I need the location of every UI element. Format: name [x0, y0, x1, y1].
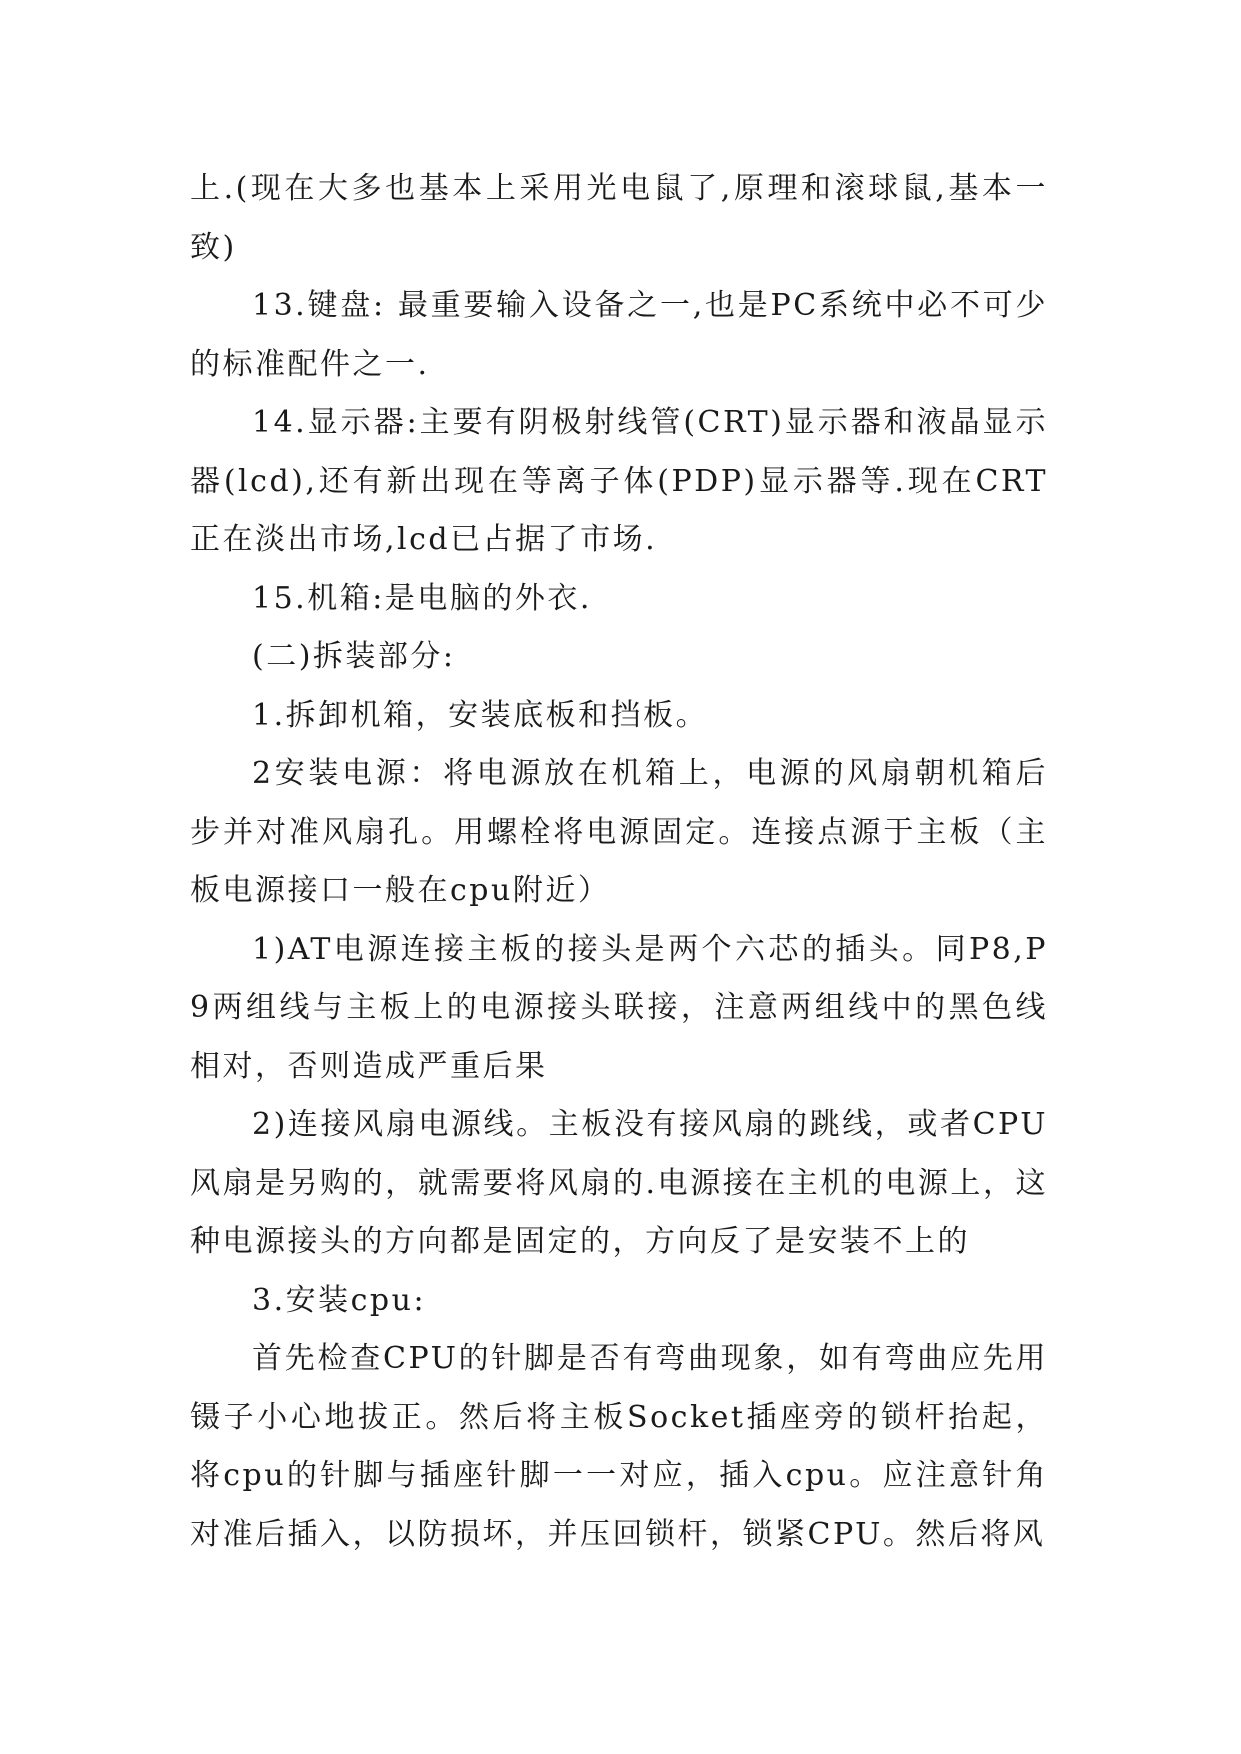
paragraph-monitor: 14.显示器:主要有阴极射线管(CRT)显示器和液晶显示器(lcd),还有新出现在等离子体(PDP)显示器等.现在CRT正在淡出市场,lcd已占据了市场.: [190, 405, 1048, 557]
section-heading-disassembly: (二)拆装部分:: [252, 639, 456, 674]
paragraph-step-1: 1.拆卸机箱，安装底板和挡板。: [252, 697, 709, 733]
paragraph-step-3-cpu: 3.安装cpu:: [252, 1282, 427, 1318]
paragraph-step-2-power: 2安装电源：将电源放在机箱上，电源的风扇朝机箱后步并对准风扇孔。用螺栓将电源固定。连接点源于主板（主板电源接口一般在cpu附近）: [190, 756, 1048, 908]
paragraph-cpu-install: 首先检查CPU的针脚是否有弯曲现象，如有弯曲应先用镊子小心地拔正。然后将主板Socket插座旁的锁杆抬起，将cpu的针脚与插座针脚一一对应，插入cpu。应注意针角对准后插入，以防损坏，并压回锁杆，锁紧CPU。然后将风: [190, 1341, 1048, 1552]
paragraph-keyboard: 13.键盘: 最重要输入设备之一,也是PC系统中必不可少的标准配件之一.: [190, 288, 1048, 382]
paragraph-case: 15.机箱:是电脑的外衣.: [252, 580, 592, 616]
paragraph-mouse-continuation: 上.(现在大多也基本上采用光电鼠了,原理和滚球鼠,基本一致): [190, 171, 1048, 265]
paragraph-fan-power: 2)连接风扇电源线。主板没有接风扇的跳线，或者CPU风扇是另购的，就需要将风扇的.电源接在主机的电源上，这种电源接头的方向都是固定的，方向反了是安装不上的: [190, 1107, 1048, 1259]
document-body: [190, 160, 1048, 1564]
paragraph-at-power: 1)AT电源连接主板的接头是两个六芯的插头。同P8,P9两组线与主板上的电源接头联接，注意两组线中的黑色线相对，否则造成严重后果: [190, 931, 1048, 1084]
